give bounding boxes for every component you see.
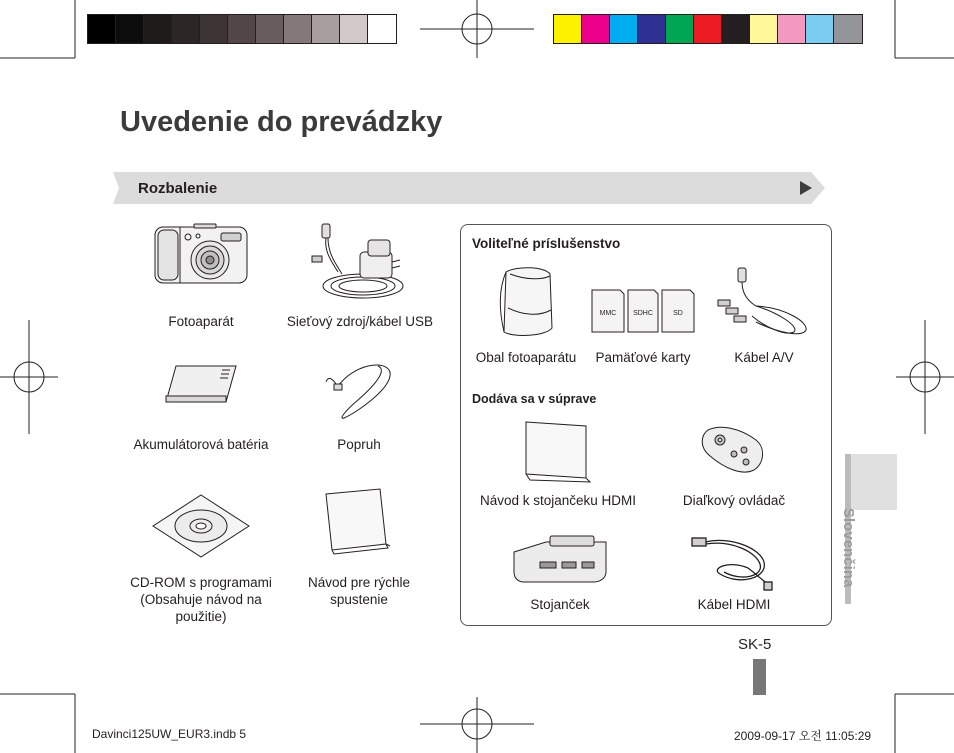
page-number: SK-5 [738,636,772,653]
page-number-bar [753,659,766,695]
gray-swatch-6 [228,15,256,43]
strap-icon [318,360,396,422]
card-label-sdhc: SDHC [633,310,653,317]
bundle-label-remote: Diaľkový ovládač [682,493,786,508]
item-label-camera: Fotoaparát [168,314,234,329]
gray-swatch-1 [88,15,116,43]
gray-swatch-4 [172,15,200,43]
camera-icon [154,224,249,286]
footer-file: Davinci125UW_EUR3.indb 5 [92,727,247,741]
color-swatch-6 [694,15,722,43]
section-label: Rozbalenie [138,180,218,197]
optional-label-av-cable: Kábel A/V [734,350,794,365]
av-cable-icon [716,266,812,338]
optional-label-case: Obal fotoaparátu [475,350,577,365]
gray-swatch-5 [200,15,228,43]
item-label-cdrom-line3: použitie) [175,609,227,624]
color-swatch-1 [554,15,582,43]
card-label-sd: SD [673,310,683,317]
cd-rom-icon [152,494,250,558]
color-swatch-10 [806,15,834,43]
bundle-label-hdmi-cable: Kábel HDMI [697,597,771,612]
item-label-manual-line2: spustenie [330,592,388,607]
remote-control-icon [700,424,766,476]
language-side-tab [845,454,897,510]
bundle-label-booklet: Návod k stojančeku HDMI [479,493,637,508]
bundle-label-dock: Stojanček [530,597,590,612]
color-swatch-strip [553,14,863,44]
gray-swatch-3 [144,15,172,43]
optional-label-memory-cards: Pamäťové karty [595,350,691,365]
gray-swatch-11 [368,15,396,43]
grayscale-swatch-strip [87,14,397,44]
manual-icon [324,488,392,558]
gray-swatch-8 [284,15,312,43]
optional-accessories-heading: Voliteľné príslušenstvo [472,236,621,251]
item-label-battery: Akumulátorová batéria [133,437,269,452]
color-swatch-5 [666,15,694,43]
gray-swatch-10 [340,15,368,43]
language-side-label [828,508,868,608]
item-label-manual [294,574,424,608]
item-label-charger: Sieťový zdroj/kábel USB [286,314,434,329]
footer-timestamp: 2009-09-17 오전 11:05:29 [734,729,872,743]
gray-swatch-9 [312,15,340,43]
hdmi-cable-icon [690,530,774,592]
item-label-strap: Popruh [337,437,381,452]
section-bar [113,172,825,204]
language-side-label-text: Slovenčina [840,508,856,588]
color-swatch-3 [610,15,638,43]
color-swatch-9 [778,15,806,43]
charger-cable-icon [308,222,410,304]
camera-case-icon [496,266,554,338]
item-label-cdrom-line1: CD-ROM s programami [130,575,272,590]
gray-swatch-7 [256,15,284,43]
booklet-icon [524,420,594,486]
item-label-cdrom [118,574,284,625]
color-swatch-11 [834,15,862,43]
color-swatch-8 [750,15,778,43]
color-swatch-2 [582,15,610,43]
color-swatch-7 [722,15,750,43]
dock-stand-icon [510,534,610,584]
bundle-heading: Dodáva sa v súprave [472,392,597,406]
memory-cards-icon [590,288,696,334]
item-label-cdrom-line2: (Obsahuje návod na [140,592,262,607]
item-label-manual-line1: Návod pre rýchle [307,575,411,590]
gray-swatch-2 [116,15,144,43]
battery-icon [164,364,238,404]
color-swatch-4 [638,15,666,43]
page-title: Uvedenie do prevádzky [120,106,443,138]
card-label-mmc: MMC [599,310,617,317]
